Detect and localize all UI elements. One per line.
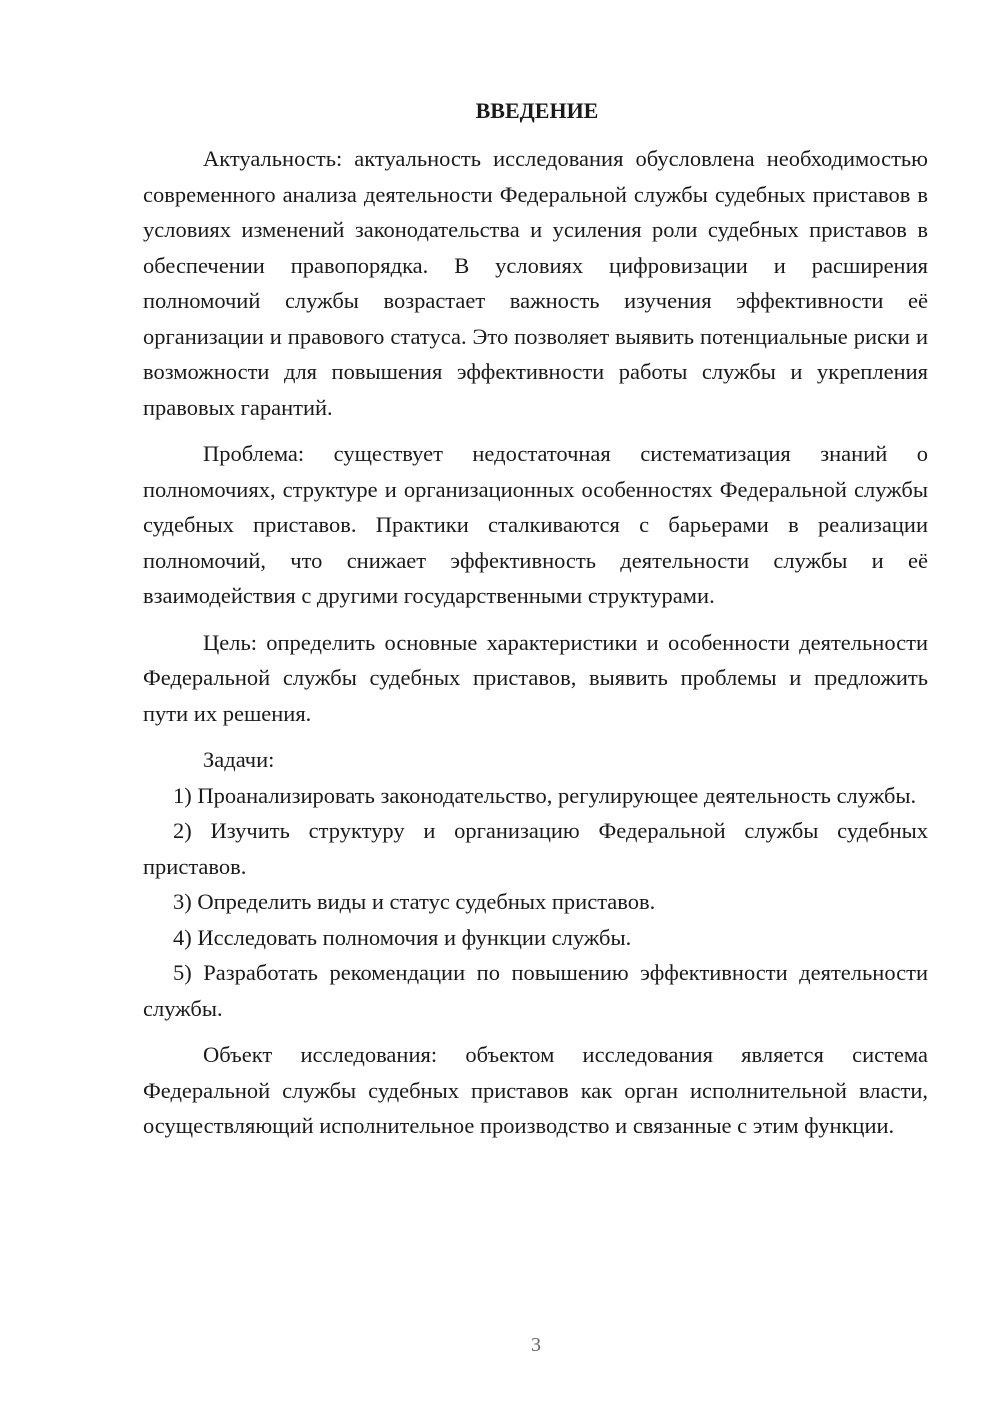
section-title: ВВЕДЕНИЕ [475,98,599,123]
goal-paragraph: Цель: определить основные характеристики и особенности деятельности Федеральной службы судебных приставов, выявить проблемы и предложить пути их решения. [143,629,928,726]
tasks-list [143,778,928,1027]
relevance-paragraph: Актуальность: актуальность исследования обусловлена необходимостью современного анализа деятельности Федеральной службы судебных приставов в условиях изменений законодательства и усиления роли судебных приставов в обеспечении правопорядка. В условиях цифровизации и расширения полномочий службы возрастает важность изучения эффективности её организации и правового статуса. Это позволяет выявить потенциальные риски и возможности для повышения эффективности работы службы и укрепления правовых гарантий. [143,146,928,420]
page-number: 3 [531,1334,541,1356]
page-body [143,93,928,1144]
list-item: 4) Исследовать полномочия и функции службы. [173,924,632,950]
problem-paragraph: Проблема: существует недостаточная систематизация знаний о полномочиях, структуре и организационных особенностях Федеральной службы судебных приставов. Практики сталкиваются с барьерами в реализации полномочий, что снижает эффективность деятельности службы и её взаимодействия с другими государственными структурами. [143,441,928,608]
list-item: 3) Определить виды и статус судебных приставов. [173,889,656,914]
list-item: 5) Разработать рекомендации по повышению эффективности деятельности службы. [143,960,928,1021]
list-item: 1) Проанализировать законодательство, регулирующее деятельность службы. [173,782,917,808]
list-item: 2) Изучить структуру и организацию Федеральной службы судебных приставов. [143,818,928,879]
tasks-heading: Задачи: [203,747,275,772]
object-paragraph: Объект исследования: объектом исследования является система Федеральной службы судебных приставов как орган исполнительной власти, осуществляющий исполнительное производство и связанные с этим функции. [143,1042,928,1138]
